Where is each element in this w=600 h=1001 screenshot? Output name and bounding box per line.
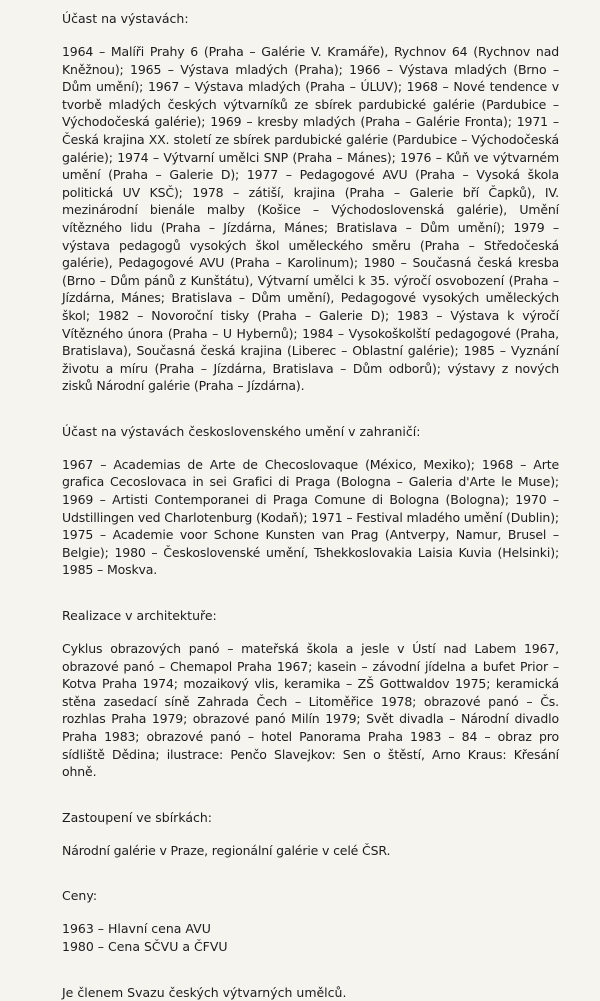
abroad-heading: Účast na výstavách československého umění v zahraničí: (62, 423, 421, 439)
exhibitions-heading: Účast na výstavách: (62, 11, 189, 26)
membership-statement: Je členem Svazu českých výtvarných umělců. (62, 985, 347, 1001)
exhibitions-paragraph: 1964 – Malíři Prahy 6 (Praha – Galérie V. Kramáře), Rychnov 64 (Rychnov nad Kněžnou); 1965 – Výstava mladých (Praha); 1966 – Výstava mladých (Brno – Dům umění); 1967 – Výstava mladých (Praha – ÚLUV); 1968 – Nové tendence v tvorbě mladých českých výtvarníků ze sbírek pardubické galérie (Pardubice – Východočeská galérie); 1969 – kresby mladých (Praha – Galérie Fronta); 1971 – Česká krajina XX. století ze sbírek pardubické galérie (Pardubice – Východočeská galérie); 1974 – Výtvarní umělci SNP (Praha – Mánes); 1976 – Kůň ve výtvarném umění (Praha – Galerie D); 1977 – Pedagogové AVU (Praha – Vysoká škola politická UV KSČ); 1978 – zátiší, krajina (Praha – Galerie bří Čapků), IV. mezinárodní bienále malby (Košice – Východoslovenská galérie), Umění vítězného lidu (Praha – Jízdárna, Mánes; Bratislava – Dům umění); 1979 – výstava pedagogů vysokých škol uměleckého směru (Praha – Středočeská galérie), Pedagogové AVU (Praha – Karolinum); 1980 – Současná česká kresba (Brno – Dům pánů z Kunštátu), Výtvarní umělci k 35. výročí osvobození (Praha – Jízdárna, Mánes; Bratislava – Dům umění), Pedagogové vysokých uměleckých škol; 1982 – Novoroční tisky (Praha – Galerie D); 1983 – Výstava k výročí Vítězného února (Praha – U Hybernů); 1984 – Vysokoškolští pedagogové (Praha, Bratislava), Současná česká krajina (Liberec – Oblastní galérie); 1985 – Vyznání životu a míru (Praha – Jízdárna, Bratislava – Dům odborů); výstavy z nových zisků Národní galérie (Praha – Jízdárna). (62, 44, 559, 394)
document-page (62, 10, 559, 1001)
collections-paragraph: Národní galérie v Praze, regionální galérie v celé ČSR. (62, 842, 391, 858)
abroad-paragraph: 1967 – Academias de Arte de Checoslovaque (México, Mexiko); 1968 – Arte grafica Cecoslovaca in sei Grafici di Praga (Bologna – Galeria d'Arte le Muse); 1969 – Artisti Contemporanei di Praga Comune di Bologna (Bologna); 1970 – Udstillingen ved Charlotenburg (Kodaň); 1971 – Festival mladého umění (Dublin); 1975 – Academie voor Schone Kunsten van Prag (Antverpy, Namur, Brusel – Belgie); 1980 – Československé umění, Tshekkoslovakia Laisia Kuvia (Helsinki); 1985 – Moskva. (62, 456, 559, 578)
award-item: 1963 – Hlavní cena AVU (62, 921, 211, 937)
collections-heading: Zastoupení ve sbírkách: (62, 809, 213, 825)
award-item: 1980 – Cena SČVU a ČFVU (62, 939, 228, 955)
architecture-heading: Realizace v architektuře: (62, 608, 217, 624)
awards-heading: Ceny: (62, 888, 98, 904)
architecture-paragraph: Cyklus obrazových panó – mateřská škola a jesle v Ústí nad Labem 1967, obrazové panó – Chemapol Praha 1967; kasein – závodní jídelna a bufet Prior – Kotva Praha 1974; mozaikový vlis, keramika – ZŠ Gottwaldov 1975; keramická stěna zasedací síně Zahrada Čech – Litoměřice 1978; obrazové panó – Čs. rozhlas Praha 1979; obrazové panó Milín 1979; Svět divadla – Národní divadlo Praha 1983; obrazové panó – hotel Panorama Praha 1983 – 84 – obraz pro sídliště Dědina; ilustrace: Penčo Slavejkov: Sen o štěstí, Arno Kraus: Křesání ohně. (62, 641, 559, 780)
